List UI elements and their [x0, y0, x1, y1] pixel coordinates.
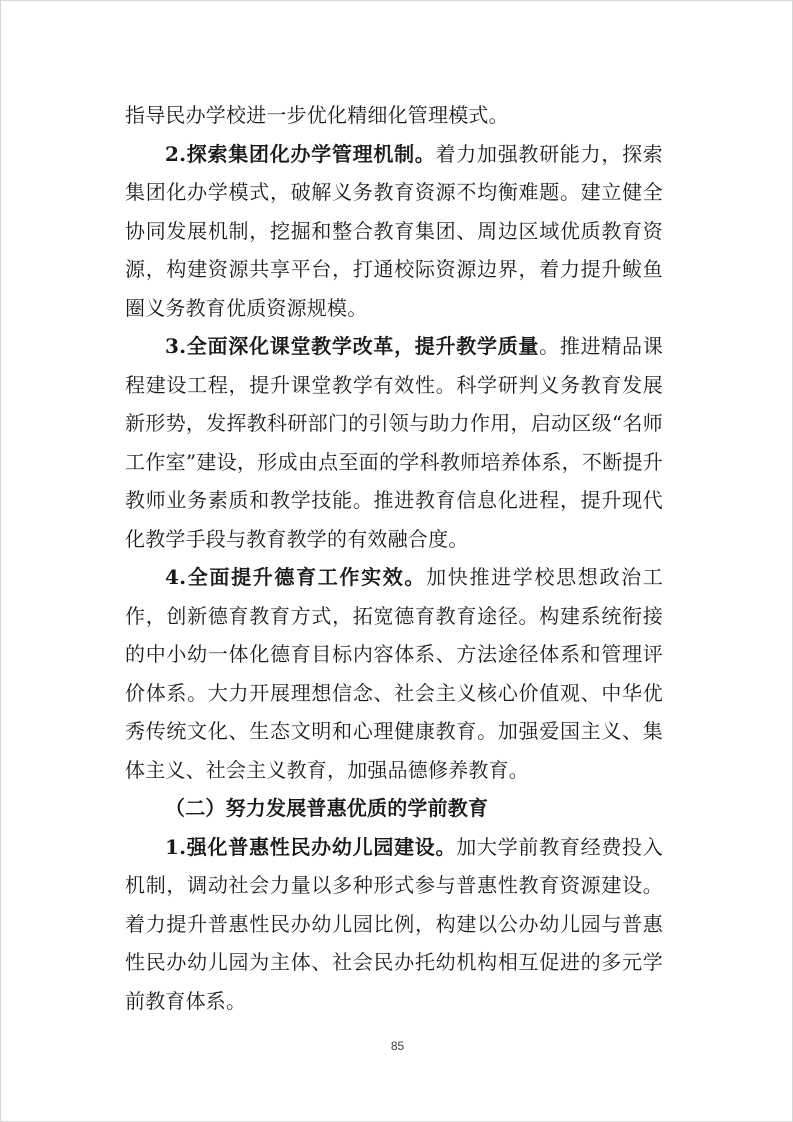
item-body: 加快推进学校思想政治工作，创新德育教育方式，拓宽德育教育途径。构建系统衔接的中小幼一体化德育目标内容体系、方法途径体系和管理评价体系。大力开展理想信念、社会主义核心价值观、中华优秀传统文化、生态文明和心理健康教育。加强爱国主义、集体主义、社会主义教育，加强品德修养教育。 [125, 565, 663, 782]
paragraph-item-4 [125, 558, 663, 789]
item-body: 着力加强教研能力，探索集团化办学模式，破解义务教育资源不均衡难题。建立健全协同发展机制，挖掘和整合教育集团、周边区域优质教育资源，构建资源共享平台，打通校际资源边界，着力提升鲅鱼圈义务教育优质资源规模。 [125, 141, 663, 320]
item-lead: 2.探索集团化办学管理机制。 [165, 141, 436, 166]
paragraph-section-item-1 [125, 828, 663, 1021]
page-number: 85 [390, 1039, 405, 1053]
item-body: 加大学前教育经费投入机制，调动社会力量以多种形式参与普惠性教育资源建设。着力提升普惠性民办幼儿园比例，构建以公办幼儿园与普惠性民办幼儿园为主体、社会民办托幼机构相互促进的多元学前教育体系。 [125, 834, 663, 1013]
page-body [125, 96, 663, 1020]
item-lead: 4.全面提升德育工作实效。 [165, 565, 427, 589]
paragraph-item-2 [125, 135, 663, 328]
item-body: 。推进精品课程建设工程，提升课堂教学有效性。科学研判义务教育发展新形势，发挥教科研部门的引领与助力作用，启动区级“名师工作室”建设，形成由点至面的学科教师培养体系，不断提升教师业务素质和教学技能。推进教育信息化进程，提升现代化教学手段与教育教学的有效融合度。 [125, 334, 663, 551]
item-lead: 1.强化普惠性民办幼儿园建设。 [165, 834, 457, 859]
paragraph-item-3 [125, 327, 663, 558]
section-heading: （二）努力发展普惠优质的学前教育 [165, 796, 489, 820]
item-lead: 3.全面深化课堂教学改革，提升教学质量 [165, 334, 540, 358]
continuation-paragraph: 指导民办学校进一步优化精细化管理模式。 [125, 103, 509, 127]
